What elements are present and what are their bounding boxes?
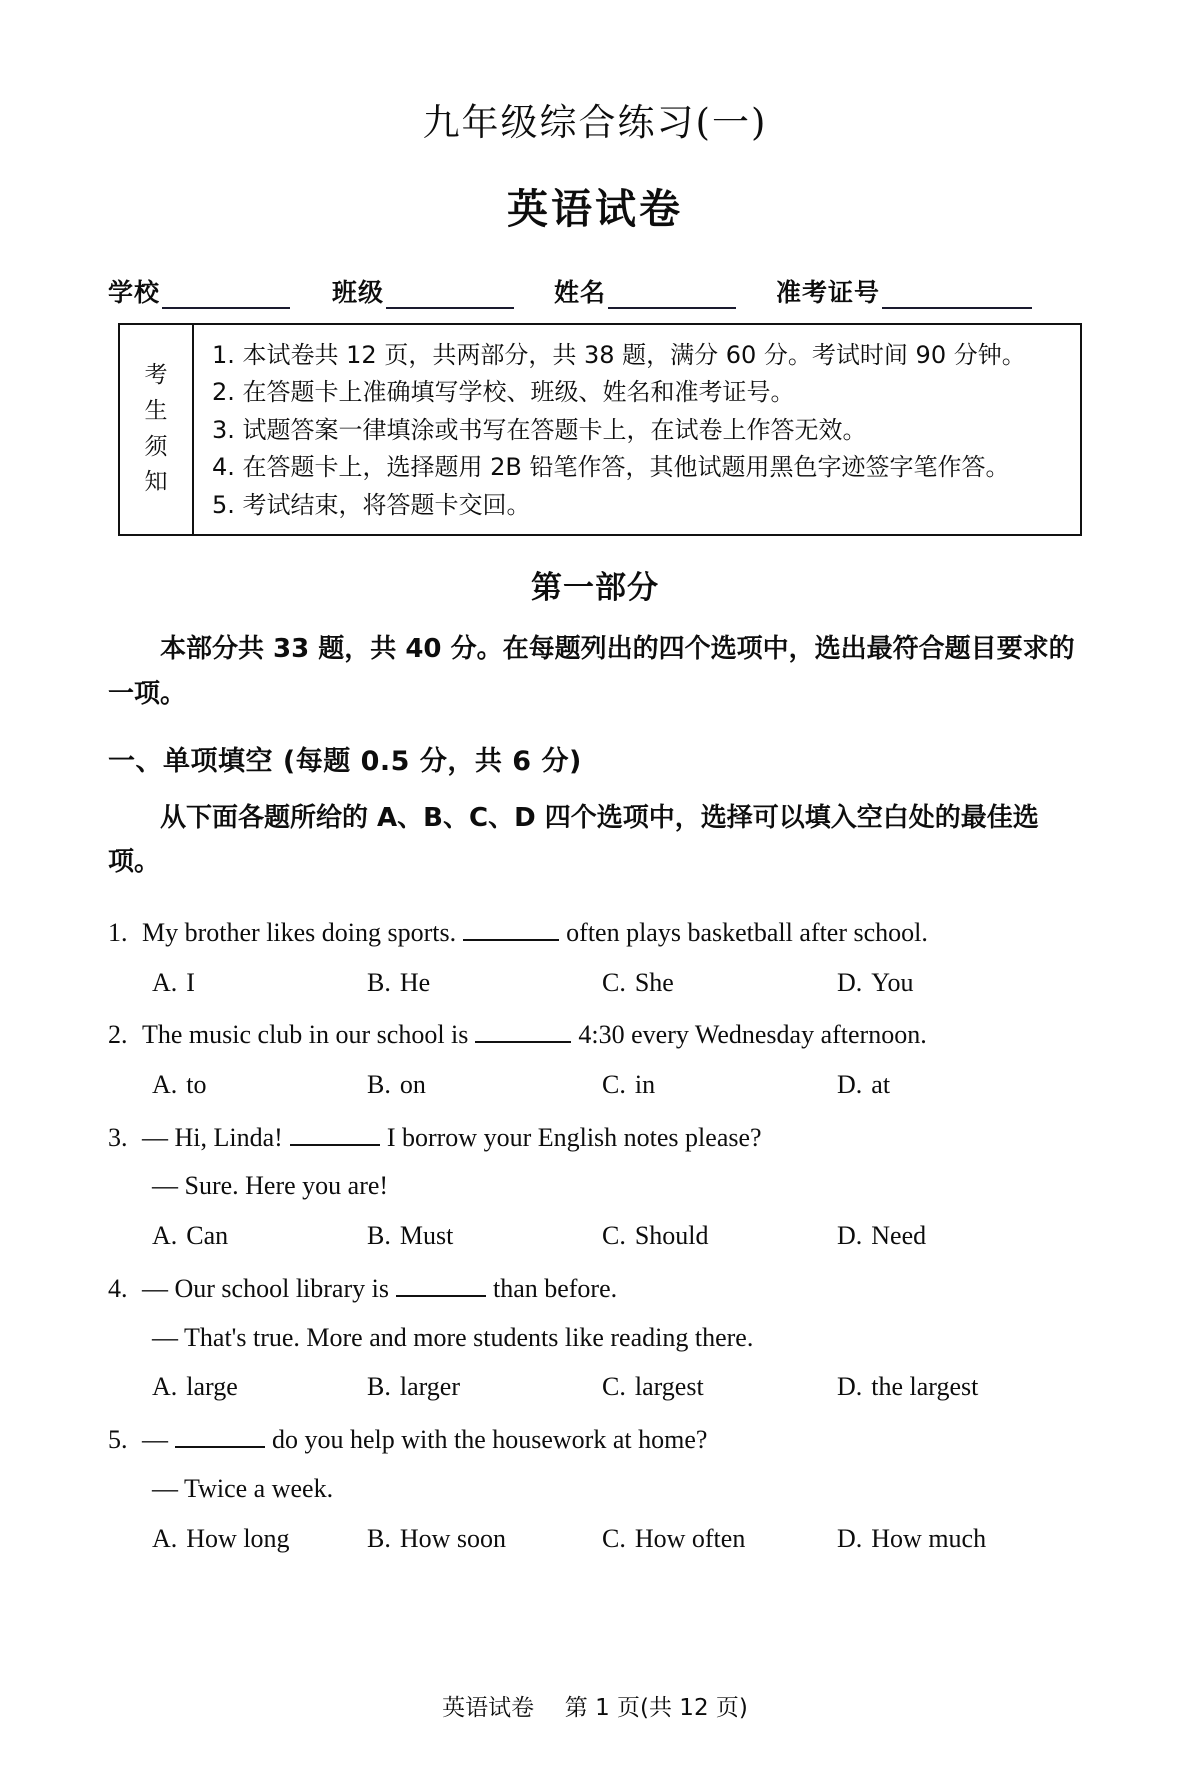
stem-before: My brother likes doing sports. [142,918,457,948]
notice-label-char-4: 知 [144,469,168,496]
school-input-line[interactable] [162,286,290,309]
stem-after: 4:30 every Wednesday afternoon. [578,1020,927,1050]
class-input-line[interactable] [386,286,514,309]
option-letter: C. [602,1523,626,1553]
question-number: 3. [108,1122,128,1152]
answer-blank[interactable] [290,1125,380,1146]
stem-before: — [142,1424,168,1454]
option-letter: A. [152,1070,178,1100]
stem-after: often plays basketball after school. [566,918,928,948]
section-heading: 一、单项填空 (每题 0.5 分，共 6 分) [108,745,582,777]
option-text: the largest [871,1372,979,1402]
option-d[interactable] [837,1060,890,1109]
option-letter: D. [837,967,863,997]
option-text: Can [186,1221,229,1251]
exam-id-input-line[interactable] [882,286,1032,309]
notice-item: 3. 试题答案一律填涂或书写在答题卡上，在试卷上作答无效。 [212,415,867,444]
section-intro: 从下面各题所给的 A、B、C、D 四个选项中，选择可以填入空白处的最佳选项。 [108,802,1039,878]
option-letter: A. [152,1221,178,1251]
option-b[interactable] [367,958,602,1007]
exam-page [0,92,1190,1774]
stem-after: than before. [492,1273,618,1303]
option-row [108,958,1082,1007]
option-text: I [186,967,195,997]
notice-box [118,323,1082,536]
option-text: in [634,1070,656,1100]
option-a[interactable] [152,958,367,1007]
option-b[interactable] [367,1514,602,1563]
footer-page-number: 第 1 页(共 12 页) [564,1695,748,1721]
option-letter: D. [837,1070,863,1100]
option-row [108,1060,1082,1109]
option-d[interactable] [837,1362,978,1411]
question-stem [108,1265,1082,1314]
option-letter: A. [152,967,178,997]
question-item [108,1265,1082,1412]
stem-before: The music club in our school is [142,1020,469,1050]
question-reply [108,1162,1082,1211]
option-text: large [186,1372,238,1402]
exam-id-label: 准考证号 [776,278,881,307]
option-b[interactable] [367,1211,602,1260]
name-field[interactable] [554,273,736,309]
option-c[interactable] [602,1211,837,1260]
stem-after: do you help with the housework at home? [272,1424,708,1454]
option-text: He [399,967,431,997]
option-d[interactable] [837,1514,986,1563]
option-letter: B. [367,1523,391,1553]
question-number: 2. [108,1020,128,1050]
option-text: Need [871,1221,927,1251]
question-item [108,1416,1082,1563]
option-text: on [399,1070,426,1100]
option-letter: B. [367,1070,391,1100]
question-item [108,909,1082,1007]
stem-before: — Our school library is [142,1273,389,1303]
question-reply [108,1465,1082,1514]
option-row [108,1211,1082,1260]
notice-label-char-2: 生 [144,397,168,424]
question-stem [108,909,1082,958]
answer-blank[interactable] [475,1022,571,1043]
exam-id-field[interactable] [776,273,1032,309]
school-label: 学校 [108,278,161,307]
notice-body [194,325,1080,534]
stem-before: — Hi, Linda! [142,1122,283,1152]
question-stem [108,1416,1082,1465]
name-label: 姓名 [554,278,607,307]
reply-text: — Sure. Here you are! [152,1171,389,1201]
question-stem [108,1114,1082,1163]
part-intro: 本部分共 33 题，共 40 分。在每题列出的四个选项中，选出最符合题目要求的一项。 [108,634,1075,709]
name-input-line[interactable] [608,286,736,309]
option-text: How much [871,1523,987,1553]
option-text: larger [399,1372,460,1402]
option-a[interactable] [152,1362,367,1411]
footer-subject: 英语试卷 [442,1695,535,1721]
question-number: 1. [108,918,128,948]
option-text: Must [399,1221,454,1251]
notice-item: 5. 考试结束，将答题卡交回。 [212,490,531,519]
option-d[interactable] [837,958,913,1007]
option-text: You [871,967,914,997]
part-heading: 第一部分 [531,570,659,607]
question-number: 5. [108,1424,128,1454]
question-number: 4. [108,1273,128,1303]
option-text: She [634,967,674,997]
option-text: Should [634,1221,709,1251]
notice-label-char-1: 考 [144,362,168,389]
option-letter: A. [152,1372,178,1402]
option-text: How soon [399,1523,507,1553]
option-letter: D. [837,1523,863,1553]
option-c[interactable] [602,1514,837,1563]
page-subtitle: 英语试卷 [507,185,683,233]
class-label: 班级 [332,278,385,307]
option-a[interactable] [152,1211,367,1260]
question-item [108,1114,1082,1261]
option-letter: C. [602,1070,626,1100]
option-letter: B. [367,1372,391,1402]
option-letter: C. [602,967,626,997]
page-footer [0,1689,1190,1722]
school-field[interactable] [108,273,290,309]
notice-item: 4. 在答题卡上，选择题用 2B 铅笔作答，其他试题用黑色字迹签字笔作答。 [212,453,1010,482]
option-letter: D. [837,1372,863,1402]
page-title: 九年级综合练习(一) [422,101,768,144]
notice-item: 2. 在答题卡上准确填写学校、班级、姓名和准考证号。 [212,378,795,407]
option-c[interactable] [602,1362,837,1411]
notice-label [120,325,194,534]
option-d[interactable] [837,1211,926,1260]
question-reply [108,1314,1082,1363]
question-item [108,1011,1082,1109]
option-letter: C. [602,1372,626,1402]
notice-label-char-3: 须 [144,433,168,460]
option-letter: D. [837,1221,863,1251]
option-c[interactable] [602,1060,837,1109]
option-letter: C. [602,1221,626,1251]
option-c[interactable] [602,958,837,1007]
identity-row [0,273,1190,309]
option-row [108,1514,1082,1563]
answer-blank[interactable] [396,1276,486,1297]
option-a[interactable] [152,1514,367,1563]
reply-text: — That's true. More and more students like reading there. [152,1322,754,1352]
option-text: How long [186,1523,290,1553]
option-row [108,1362,1082,1411]
option-a[interactable] [152,1060,367,1109]
notice-item: 1. 本试卷共 12 页，共两部分，共 38 题，满分 60 分。考试时间 90 分钟。 [212,341,1026,369]
option-b[interactable] [367,1060,602,1109]
option-letter: B. [367,967,391,997]
stem-after: I borrow your English notes please? [386,1122,762,1152]
question-stem [108,1011,1082,1060]
option-letter: B. [367,1221,391,1251]
reply-text: — Twice a week. [152,1473,334,1503]
answer-blank[interactable] [175,1427,265,1448]
class-field[interactable] [332,273,514,309]
answer-blank[interactable] [463,920,559,941]
option-letter: A. [152,1523,178,1553]
question-list [108,909,1082,1563]
option-text: largest [634,1372,704,1402]
option-text: at [871,1070,891,1100]
option-b[interactable] [367,1362,602,1411]
option-text: How often [634,1523,746,1553]
option-text: to [186,1070,207,1100]
